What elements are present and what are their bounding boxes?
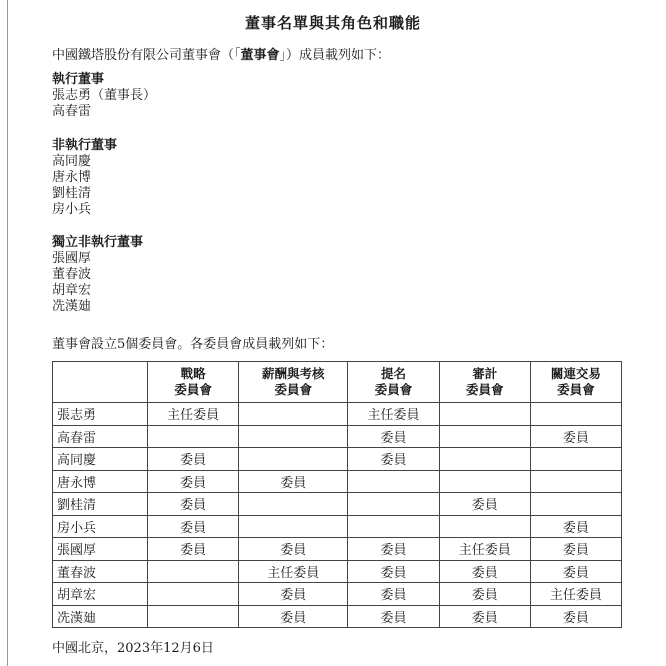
membership-cell: 委員: [530, 560, 621, 583]
board-intro: [52, 44, 390, 63]
header-line: 委員會: [374, 382, 413, 397]
table-row: [53, 515, 622, 538]
left-margin-rule: [7, 0, 8, 666]
table-row: [53, 605, 622, 628]
header-line: 提名: [381, 366, 407, 381]
header-line: 委員會: [274, 382, 313, 397]
membership-cell: [530, 448, 621, 471]
membership-cell: 委員: [348, 605, 439, 628]
membership-cell: [148, 583, 239, 606]
director-name: 房小兵: [52, 202, 92, 217]
membership-cell: 委員: [348, 538, 439, 561]
header-line: 關連交易: [550, 366, 601, 381]
director-name: 高春雷: [52, 104, 92, 119]
membership-cell: [148, 425, 239, 448]
membership-cell: 主任委員: [530, 583, 621, 606]
place-and-date: 中國北京，2023年12月6日: [52, 641, 214, 656]
director-name-cell: 劉桂清: [53, 493, 148, 516]
table-row: [53, 448, 622, 471]
membership-cell: [530, 493, 621, 516]
membership-cell: 委員: [148, 538, 239, 561]
board-intro-prefix: 中國鐵塔股份有限公司董事會（「: [52, 48, 241, 63]
header-line: 審計: [472, 366, 498, 381]
membership-cell: 委員: [148, 448, 239, 471]
board-intro-bold: 董事會: [240, 48, 280, 63]
membership-cell: [530, 470, 621, 493]
membership-cell: [239, 403, 348, 426]
membership-cell: [239, 448, 348, 471]
membership-cell: 委員: [439, 560, 530, 583]
membership-cell: [148, 605, 239, 628]
director-name-cell: 房小兵: [53, 515, 148, 538]
table-row: [53, 425, 622, 448]
director-name-cell: 唐永博: [53, 470, 148, 493]
committee-membership-table: [52, 361, 622, 628]
membership-cell: 主任委員: [148, 403, 239, 426]
director-name: 張國厚: [52, 251, 92, 266]
membership-cell: 委員: [530, 515, 621, 538]
membership-cell: 委員: [348, 425, 439, 448]
membership-cell: 委員: [439, 583, 530, 606]
membership-cell: 委員: [239, 605, 348, 628]
table-header-row: [53, 362, 622, 403]
director-name: 董春波: [52, 267, 92, 282]
membership-cell: [439, 448, 530, 471]
membership-cell: [439, 403, 530, 426]
director-name-cell: 冼漢廸: [53, 605, 148, 628]
table-row: [53, 403, 622, 426]
director-name: 胡章宏: [52, 283, 92, 298]
director-name-cell: 胡章宏: [53, 583, 148, 606]
director-name: 劉桂清: [52, 186, 92, 201]
committees-intro: 董事會設立5個委員會。各委員會成員載列如下：: [52, 337, 334, 352]
membership-cell: [439, 515, 530, 538]
header-strategy-committee: [148, 362, 239, 403]
table-row: [53, 470, 622, 493]
director-name: 冼漢廸: [52, 299, 92, 314]
membership-cell: [348, 515, 439, 538]
membership-cell: 委員: [530, 425, 621, 448]
membership-cell: 委員: [530, 538, 621, 561]
table-body: [53, 403, 622, 628]
page-title: 董事名單與其角色和職能: [244, 14, 421, 32]
director-name-cell: 張國厚: [53, 538, 148, 561]
membership-cell: [239, 493, 348, 516]
header-line: 委員會: [174, 382, 212, 397]
table-row: [53, 538, 622, 561]
header-line: 委員會: [557, 382, 595, 397]
table-row: [53, 583, 622, 606]
director-name: 唐永博: [52, 170, 92, 185]
director-name-cell: 高同慶: [53, 448, 148, 471]
section-heading: 獨立非執行董事: [52, 235, 144, 250]
header-cell-blank: [53, 362, 148, 403]
table-row: [53, 560, 622, 583]
director-name-cell: 高春雷: [53, 425, 148, 448]
membership-cell: [348, 470, 439, 493]
header-line: 薪酬與考核: [262, 366, 325, 381]
director-name-cell: 董春波: [53, 560, 148, 583]
section-heading: 執行董事: [52, 72, 105, 87]
membership-cell: [530, 403, 621, 426]
membership-cell: 委員: [439, 605, 530, 628]
director-name: 高同慶: [52, 154, 92, 169]
membership-cell: 委員: [239, 470, 348, 493]
membership-cell: 委員: [239, 583, 348, 606]
membership-cell: 主任委員: [348, 403, 439, 426]
membership-cell: [239, 425, 348, 448]
header-nomination-committee: [348, 362, 439, 403]
membership-cell: [439, 470, 530, 493]
header-line: 委員會: [465, 382, 504, 397]
director-name-cell: 張志勇: [53, 403, 148, 426]
header-audit-committee: [439, 362, 530, 403]
header-remuneration-committee: [239, 362, 348, 403]
membership-cell: [348, 493, 439, 516]
membership-cell: [148, 560, 239, 583]
membership-cell: 委員: [348, 560, 439, 583]
membership-cell: 委員: [148, 470, 239, 493]
membership-cell: 委員: [239, 538, 348, 561]
membership-cell: 主任委員: [439, 538, 530, 561]
board-intro-suffix: 」）成員載列如下：: [279, 48, 391, 63]
membership-cell: 委員: [348, 448, 439, 471]
membership-cell: 委員: [530, 605, 621, 628]
membership-cell: 委員: [148, 515, 239, 538]
table-row: [53, 493, 622, 516]
membership-cell: 委員: [148, 493, 239, 516]
membership-cell: [239, 515, 348, 538]
membership-cell: 委員: [439, 493, 530, 516]
membership-cell: 主任委員: [239, 560, 348, 583]
membership-cell: [439, 425, 530, 448]
header-line: 戰略: [180, 366, 206, 381]
executive-directors-section: [52, 72, 156, 120]
director-name: 張志勇（董事長）: [52, 88, 157, 103]
header-connected-transactions-committee: [530, 362, 621, 403]
section-heading: 非執行董事: [52, 138, 118, 153]
non-executive-directors-section: [52, 138, 117, 218]
membership-cell: 委員: [348, 583, 439, 606]
independent-directors-section: [52, 235, 143, 315]
